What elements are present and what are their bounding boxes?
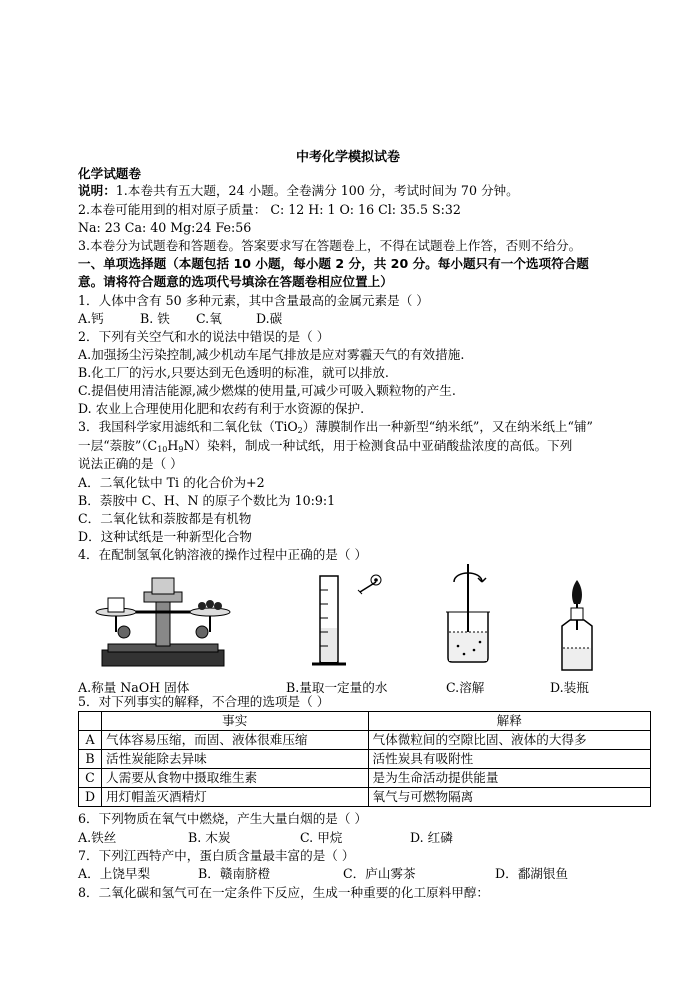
table-cell: 活性炭具有吸附性 (368, 750, 650, 769)
q7-option-c: C．庐山雾茶 (343, 866, 416, 881)
table-cell: B (79, 750, 102, 769)
q7-stem: 7．下列江西特产中，蛋白质含量最丰富的是（ ） (78, 848, 355, 863)
table-cell: 是为生命活动提供能量 (368, 769, 650, 788)
q1-option-d: D.碳 (256, 311, 283, 326)
q7-option-b: B．赣南脐橙 (198, 866, 271, 881)
q4-caption-d: D.装瓶 (550, 680, 589, 695)
q8-stem: 8．二氧化碳和氢气可在一定条件下反应，生成一种重要的化工原料甲醇： (78, 885, 490, 900)
q4-stem: 4．在配制氢氧化钠溶液的操作过程中正确的是（ ） (78, 547, 368, 562)
q3-option-d: D．这种试纸是一种新型化合物 (78, 529, 252, 544)
instructions-2b: Na: 23 Ca: 40 Mg:24 Fe:56 (78, 220, 252, 235)
table-row (79, 788, 651, 807)
q6-stem: 6．下列物质在氧气中燃烧，产生大量白烟的是（ ） (78, 811, 368, 826)
q3-text: H (167, 438, 179, 453)
q3-option-c: C．二氧化钛和萘胺都是有机物 (78, 511, 252, 526)
table-row (79, 750, 651, 769)
table-cell: 人需要从食物中摄取维生素 (102, 769, 369, 788)
q2-option-d: D. 农业上合理使用化肥和农药有利于水资源的保护. (78, 401, 365, 416)
q6-option-a: A.铁丝 (78, 830, 117, 845)
part1-heading-2: 意。请将符合题意的选项代号填涂在答题卷相应位置上） (78, 274, 393, 289)
table-cell: C (79, 769, 102, 788)
table-cell: 氧气与可燃物隔离 (368, 788, 650, 807)
q2-option-b: B.化工厂的污水,只要达到无色透明的标准，就可以排放. (78, 365, 389, 380)
q7-option-d: D．鄱湖银鱼 (495, 866, 569, 881)
table-cell: D (79, 788, 102, 807)
q6-option-d: D. 红磷 (410, 830, 453, 845)
table-cell: A (79, 731, 102, 750)
table-header-cell: 解释 (368, 712, 650, 731)
q3-text: 3．我国科学家用滤纸和二氧化钛（TiO (78, 419, 298, 434)
q1-stem: 1．人体中含有 50 多种元素，其中含量最高的金属元素是（ ） (78, 293, 429, 308)
subscript: 9 (178, 445, 184, 454)
q7-options (78, 865, 568, 882)
q2-option-c: C.提倡使用清洁能源,减少燃煤的使用量,可减少可吸入颗粒物的产生. (78, 383, 456, 398)
q6-options (78, 829, 453, 846)
table-header-row (79, 712, 651, 731)
beaker-stirring-icon (440, 562, 496, 674)
q1-option-c: C.氧 (196, 311, 222, 326)
table-cell: 用灯帽盖灭酒精灯 (102, 788, 369, 807)
subscript: 10 (157, 445, 168, 454)
q4-caption-c: C.溶解 (446, 680, 485, 695)
q4-caption-b: B.量取一定量的水 (286, 680, 388, 695)
q3-text: ）薄膜制作出一种新型“纳米纸”，又在纳米纸上“铺” (302, 419, 593, 434)
subscript: 2 (297, 426, 303, 435)
q2-stem: 2．下列有关空气和水的说法中错误的是（ ） (78, 329, 330, 344)
q4-caption-a: A.称量 NaOH 固体 (78, 680, 190, 695)
q6-option-c: C. 甲烷 (300, 830, 343, 845)
part1-heading-1: 一、单项选择题（本题包括 10 小题，每小题 2 分，共 20 分。每小题只有一个选项符合题 (78, 256, 589, 271)
table-header-cell: 事实 (102, 712, 369, 731)
section-heading: 化学试题卷 (78, 166, 141, 181)
instructions-3: 3.本卷分为试题卷和答题卷。答案要求写在答题卷上，不得在试题卷上作答，否则不给分。 (78, 238, 582, 253)
q3-text: N）染料，制成一种试纸，用于检测食品中亚硝酸盐浓度的高低。下列 (183, 438, 573, 453)
q3-option-b: B．萘胺中 C、H、N 的原子个数比为 10:9:1 (78, 493, 336, 508)
table-cell: 气体容易压缩，而固、液体很难压缩 (102, 731, 369, 750)
instructions-2: 2.本卷可能用到的相对原子质量： C: 12 H: 1 O: 16 Cl: 35.5 S:32 (78, 202, 461, 217)
page-title: 中考化学模拟试卷 (295, 150, 400, 165)
q5-stem: 5．对下列事实的解释，不合理的选项是（ ） (78, 694, 330, 709)
q3-stem-1 (78, 418, 593, 439)
note-1: 1.本卷共有五大题，24 小题。全卷满分 100 分，考试时间为 70 分钟。 (115, 183, 519, 198)
q1-option-a: A.钙 (78, 311, 104, 326)
table-row (79, 769, 651, 788)
balance-scale-icon (94, 572, 232, 672)
q1-option-b: B. 铁 (140, 311, 170, 326)
q6-option-b: B. 木炭 (188, 830, 231, 845)
q1-options (78, 310, 282, 327)
table-cell: 气体微粒间的空隙比固、液体的大得多 (368, 731, 650, 750)
q3-option-a: A．二氧化钛中 Ti 的化合价为+2 (78, 475, 265, 490)
q5-table (78, 711, 651, 807)
q3-text: 一层“萘胺”（C (78, 438, 158, 453)
q3-stem-3: 说法正确的是（ ） (78, 456, 183, 471)
instructions-1 (78, 182, 519, 199)
table-header-cell (79, 712, 102, 731)
q2-option-a: A.加强扬尘污染控制,减少机动车尾气排放是应对雾霾天气的有效措施. (78, 347, 465, 362)
table-cell: 活性炭能除去异味 (102, 750, 369, 769)
q7-option-a: A．上饶早梨 (78, 866, 151, 881)
reagent-bottle-icon (556, 578, 598, 674)
table-row (79, 731, 651, 750)
graduated-cylinder-icon (304, 570, 384, 672)
note-label: 说明： (78, 183, 116, 198)
